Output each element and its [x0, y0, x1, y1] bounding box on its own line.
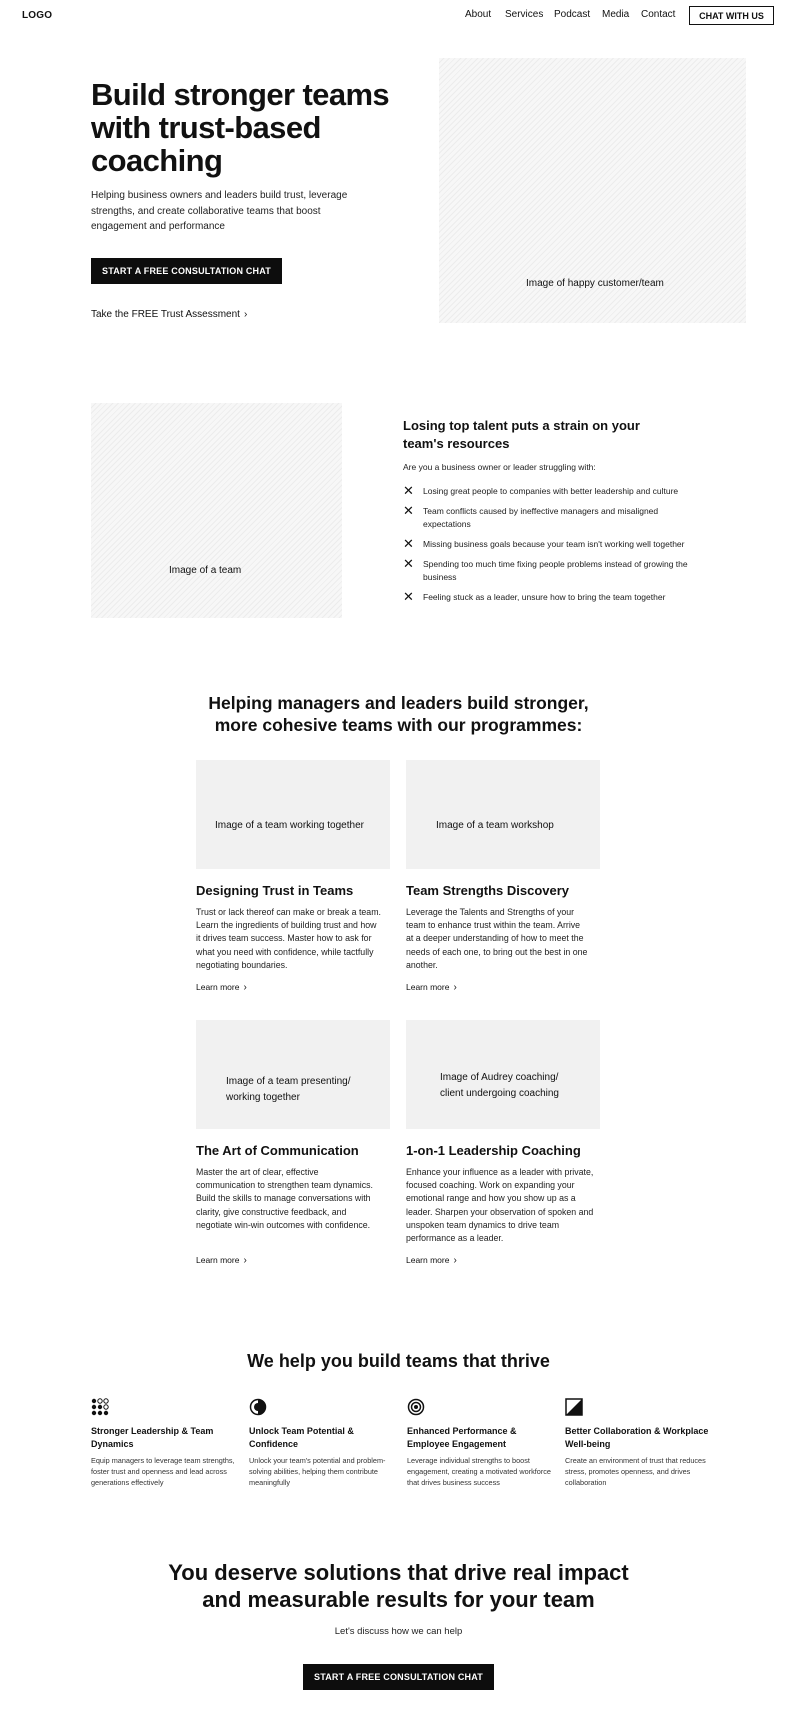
hero-image-label: Image of happy customer/team: [526, 278, 664, 289]
pain-item: ✕ Spending too much time fixing people problems instead of growing the business: [403, 556, 688, 582]
nav-services[interactable]: Services: [505, 9, 544, 20]
pain-item: ✕ Feeling stuck as a leader, unsure how to bring the team together: [403, 589, 666, 604]
programme-title: Team Strengths Discovery: [406, 883, 570, 898]
programmes-title: Helping managers and leaders build stronger, more cohesive teams with our programmes:: [208, 693, 589, 735]
half-circle-icon: [249, 1398, 267, 1416]
programme-title: Designing Trust in Teams: [196, 883, 354, 898]
programme-description: Enhance your influence as a leader with private, focused coaching. Work on expanding your emotional range and how you show up as a leader. Sharpen your observation of spoken and unspoken team dynamics to drive team performance as a leader.: [406, 1167, 594, 1244]
chevron-right-icon: ›: [453, 982, 457, 993]
problem-title: Losing top talent puts a strain on your team's resources: [403, 418, 640, 451]
logo[interactable]: LOGO: [22, 10, 53, 21]
chevron-right-icon: ›: [453, 1255, 457, 1266]
chevron-right-icon: ›: [243, 309, 248, 320]
hero-consultation-button[interactable]: START A FREE CONSULTATION CHAT: [91, 258, 282, 284]
programme-learn-more-link[interactable]: Learn more ›: [406, 982, 457, 993]
x-icon: ✕: [403, 503, 414, 518]
closing-consultation-button[interactable]: START A FREE CONSULTATION CHAT: [303, 1664, 494, 1690]
closing-title: You deserve solutions that drive real impact and measurable results for your team: [168, 1560, 629, 1612]
programme-title: 1-on-1 Leadership Coaching: [406, 1143, 581, 1158]
chevron-right-icon: ›: [243, 1255, 247, 1266]
pain-item: ✕ Losing great people to companies with better leadership and culture: [403, 483, 679, 498]
programme-learn-more-link[interactable]: Learn more ›: [196, 982, 247, 993]
hero-subtitle: Helping business owners and leaders build trust, leverage strengths, and create collaborative teams that boost engagement and performance: [91, 190, 348, 232]
benefit-title: Unlock Team Potential & Confidence: [249, 1426, 354, 1449]
hero-image-placeholder: [439, 58, 746, 323]
nav-contact[interactable]: Contact: [641, 9, 676, 20]
programme-image-placeholder: Image of a team working together: [196, 760, 390, 869]
x-icon: ✕: [403, 536, 414, 551]
programme-description: Master the art of clear, effective communication to strengthen team dynamics. Build the skills to manage conversations with clarity, give constructive feedback, and negotiate win-win outcomes with confidence.: [196, 1167, 373, 1230]
x-icon: ✕: [403, 556, 414, 571]
programme-description: Trust or lack thereof can make or break a team. Learn the ingredients of building trust and how it drives team success. Master how to ask for what you need with confidence, while tactfully negotiating boundaries.: [196, 907, 381, 970]
dots-grid-icon: [91, 1398, 109, 1416]
nav-media[interactable]: Media: [602, 9, 630, 20]
benefit-title: Better Collaboration & Workplace Well-being: [565, 1426, 709, 1449]
programme-image-placeholder: Image of a team workshop: [406, 760, 600, 869]
trust-assessment-label: Take the FREE Trust Assessment: [91, 309, 240, 320]
nav-podcast[interactable]: Podcast: [554, 9, 591, 20]
benefit-title: Enhanced Performance & Employee Engagement: [407, 1426, 517, 1449]
benefit-description: Create an environment of trust that reduces stress, promotes openness, and drives collaboration: [565, 1456, 706, 1487]
nav-about[interactable]: About: [465, 9, 492, 20]
closing-subtitle: Let's discuss how we can help: [334, 1626, 463, 1637]
target-icon: [407, 1398, 425, 1416]
benefit-description: Leverage individual strengths to boost engagement, creating a motivated workforce that drives business success: [407, 1456, 551, 1487]
programme-learn-more-link[interactable]: Learn more ›: [196, 1255, 247, 1266]
team-image-placeholder: [91, 403, 342, 618]
chevron-right-icon: ›: [243, 982, 247, 993]
diagonal-square-icon: [565, 1398, 583, 1416]
x-icon: ✕: [403, 589, 414, 604]
x-icon: ✕: [403, 483, 414, 498]
benefit-description: Unlock your team's potential and problem-solving abilities, helping them contribute meaningfully: [249, 1456, 386, 1487]
chat-with-us-button[interactable]: CHAT WITH US: [689, 6, 774, 25]
programme-description: Leverage the Talents and Strengths of your team to enhance trust within the team. Arrive at a deeper understanding of how to meet the needs of each one, to bring out the best in one another.: [406, 907, 588, 970]
hero-title: Build stronger teams with trust-based coaching: [91, 77, 390, 178]
programme-image-placeholder: Image of Audrey coaching/ client undergoing coaching: [406, 1020, 600, 1129]
programme-title: The Art of Communication: [196, 1143, 359, 1158]
pain-item: ✕ Team conflicts caused by ineffective managers and misaligned expectations: [403, 503, 659, 529]
benefits-title: We help you build teams that thrive: [247, 1351, 550, 1371]
programme-image-placeholder: Image of a team presenting/ working together: [196, 1020, 390, 1129]
team-image-label: Image of a team: [169, 565, 242, 576]
benefit-description: Equip managers to leverage team strengths, foster trust and openness and lead across generations effectively: [91, 1456, 235, 1487]
problem-subtitle: Are you a business owner or leader struggling with:: [403, 462, 596, 472]
trust-assessment-link[interactable]: [91, 309, 247, 320]
pain-item: ✕ Missing business goals because your team isn't working well together: [403, 536, 685, 551]
benefit-title: Stronger Leadership & Team Dynamics: [91, 1426, 214, 1449]
programme-learn-more-link[interactable]: Learn more ›: [406, 1255, 457, 1266]
